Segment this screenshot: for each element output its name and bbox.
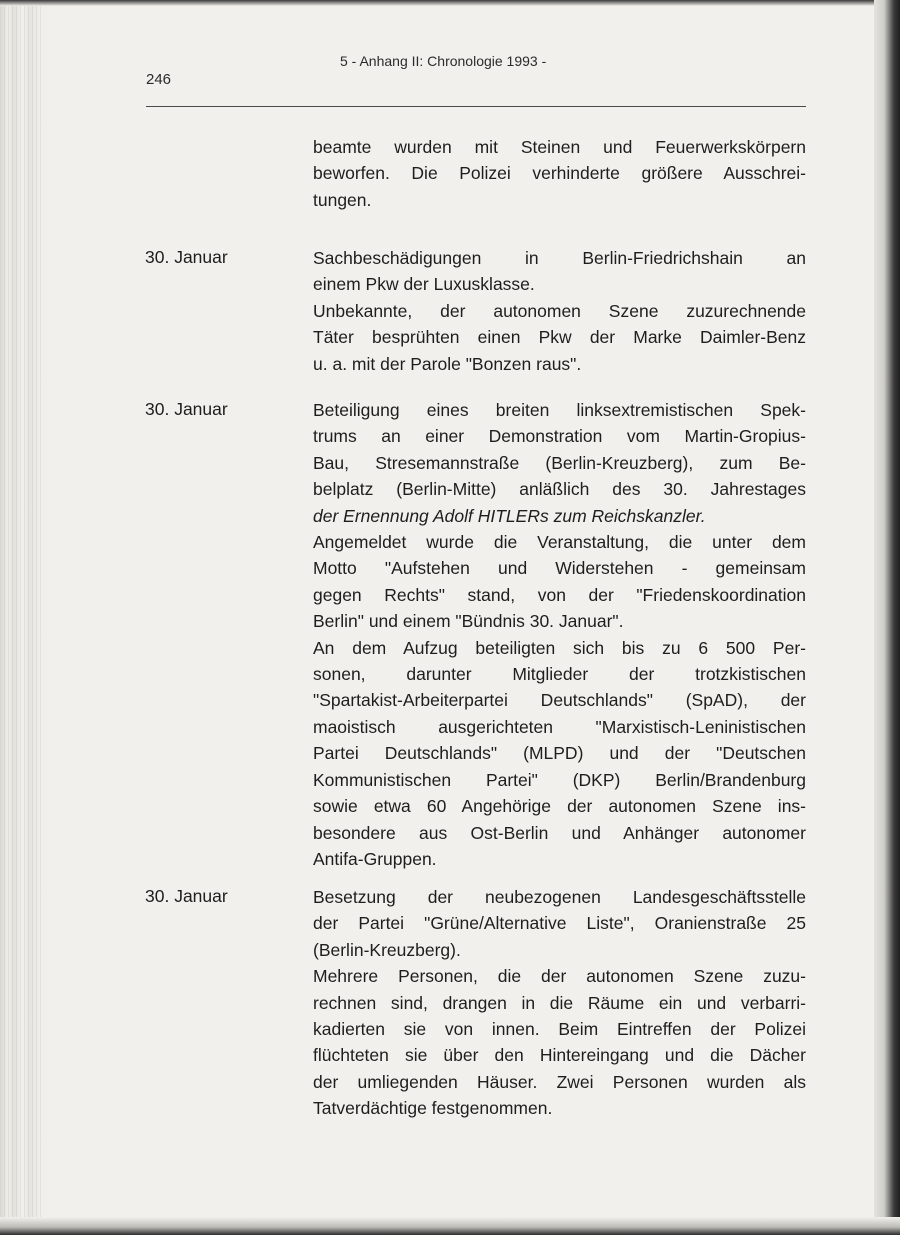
text-line: beamte wurden mit Steinen und Feuerwerkskörpern — [313, 137, 806, 157]
header-rule — [146, 106, 806, 107]
italic-text: der Ernennung Adolf HITLERs zum Reichskanzler. — [313, 505, 706, 526]
bottom-page-edge — [0, 1217, 900, 1235]
text-line: Kommunistischen Partei" (DKP) Berlin/Brandenburg — [313, 769, 806, 790]
text-line: beworfen. Die Polizei verhinderte größere Ausschrei- — [313, 163, 806, 184]
text-line: sonen, darunter Mitglieder der trotzkistischen — [313, 664, 806, 685]
text-line: (Berlin-Kreuzberg). — [313, 939, 461, 960]
text-line: Tatverdächtige festgenommen. — [313, 1098, 553, 1119]
text-line: sowie etwa 60 Angehörige der autonomen Szene ins- — [313, 796, 806, 817]
text-line: An dem Aufzug beteiligten sich bis zu 6 500 Per- — [313, 637, 806, 658]
text-line: u. a. mit der Parole "Bonzen raus". — [313, 353, 582, 374]
text-line: Partei Deutschlands" (MLPD) und der "Deutschen — [313, 743, 806, 764]
text-line: Beteiligung eines breiten linksextremistischen Spek- — [313, 400, 806, 420]
text-line: der umliegenden Häuser. Zwei Personen wurden als — [313, 1071, 806, 1092]
entry-date: 30. Januar — [145, 886, 228, 906]
entry-date: 30. Januar — [145, 247, 228, 267]
text-line: Täter besprühten einen Pkw der Marke Daimler-Benz — [313, 327, 806, 348]
text-line: kadierten sie von innen. Beim Eintreffen der Polizei — [313, 1019, 806, 1040]
text-line: Antifa-Gruppen. — [313, 848, 437, 869]
text-line: Mehrere Personen, die der autonomen Szene zuzu- — [313, 966, 806, 987]
text-line: Angemeldet wurde die Veranstaltung, die unter dem — [313, 532, 806, 553]
running-header: 5 - Anhang II: Chronologie 1993 - — [340, 53, 547, 69]
top-page-edge — [0, 0, 900, 6]
text-line: tungen. — [313, 189, 372, 210]
text-line: "Spartakist-Arbeiterpartei Deutschlands" (SpAD), der — [313, 690, 806, 711]
text-line: Sachbeschädigungen in Berlin-Friedrichshain an — [313, 248, 806, 268]
text-line: belplatz (Berlin-Mitte) anläßlich des 30. Jahrestages — [313, 479, 806, 500]
text-line: maoistisch ausgerichteten "Marxistisch-Leninistischen — [313, 716, 806, 737]
entry-date: 30. Januar — [145, 399, 228, 419]
text-line: der Partei "Grüne/Alternative Liste", Oranienstraße 25 — [313, 913, 806, 934]
text-line: einem Pkw der Luxusklasse. — [313, 274, 535, 295]
text-line: besondere aus Ost-Berlin und Anhänger autonomer — [313, 822, 806, 843]
text-line: Motto "Aufstehen und Widerstehen - gemeinsam — [313, 558, 806, 579]
continuation-paragraph — [313, 134, 806, 213]
text-line: trums an einer Demonstration vom Martin-Gropius- — [313, 426, 806, 447]
entry-body — [313, 397, 806, 872]
text-line — [313, 503, 806, 529]
text-line: Berlin" und einem "Bündnis 30. Januar". — [313, 611, 624, 632]
book-spine-shadow — [0, 0, 62, 1235]
entry-body — [313, 245, 806, 377]
page-number: 246 — [146, 71, 172, 88]
entry-body — [313, 884, 806, 1122]
right-page-edge — [874, 0, 900, 1235]
text-line: Besetzung der neubezogenen Landesgeschäftsstelle — [313, 887, 806, 907]
text-fragment — [313, 506, 706, 526]
text-line: Unbekannte, der autonomen Szene zuzurechnende — [313, 300, 806, 321]
text-line: Bau, Stresemannstraße (Berlin-Kreuzberg), zum Be- — [313, 452, 806, 473]
text-line: flüchteten sie über den Hintereingang und die Dächer — [313, 1045, 806, 1066]
text-line: rechnen sind, drangen in die Räume ein und verbarri- — [313, 992, 806, 1013]
text-line: gegen Rechts" stand, von der "Friedenskoordination — [313, 584, 806, 605]
